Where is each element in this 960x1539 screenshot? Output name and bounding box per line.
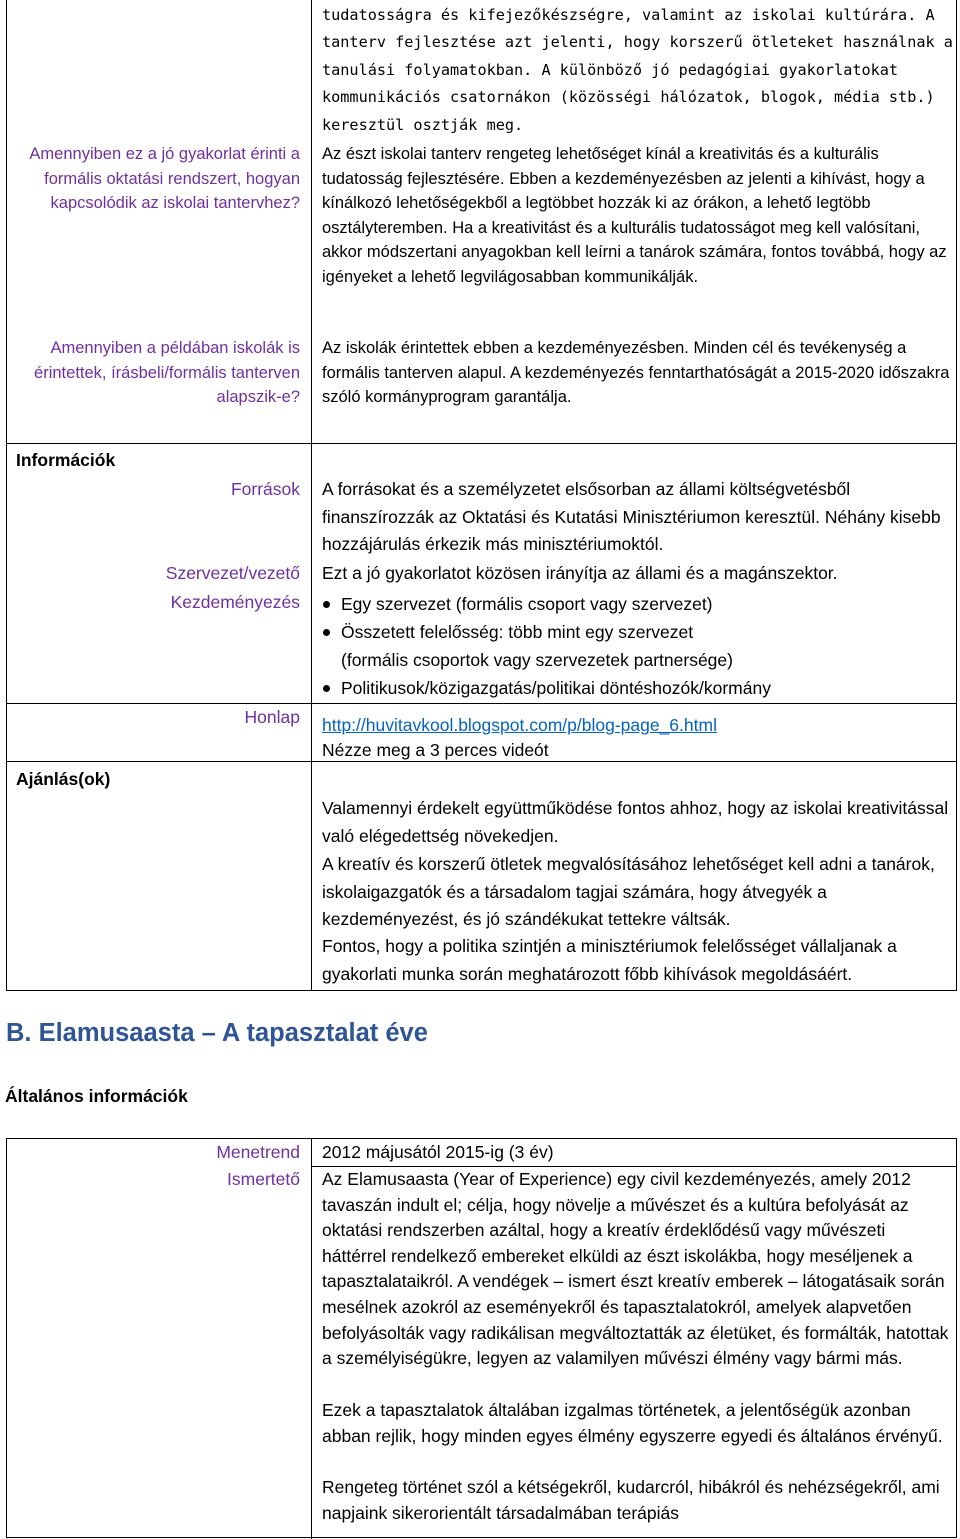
recommendation-2: A kreatív és korszerű ötletek megvalósításához lehetőséget kell adni a tanárok, iskolaigazgatók és a társadalom tagjai számára, hogy átvegyék a kezdeményezést, és jó szándékukat tettekre váltsák. xyxy=(322,854,935,930)
homepage-label: Honlap xyxy=(244,707,300,727)
information-heading: Információk xyxy=(16,450,116,470)
homepage-cell xyxy=(322,712,954,740)
general-info-heading: Általános információk xyxy=(5,1086,188,1106)
description-label: Ismertető xyxy=(227,1169,300,1189)
initiative-label: Kezdeményezés xyxy=(170,592,300,612)
initiative-list xyxy=(322,590,954,702)
schedule-text: 2012 májusától 2015-ig (3 év) xyxy=(322,1142,554,1162)
initiative-item: Egy szervezet (formális csoport vagy szervezet) xyxy=(322,590,954,618)
recommendation-1: Valamennyi érdekelt együttműködése fontos ahhoz, hogy az iskolai kreativitással való elégedettség növekedjen. xyxy=(322,798,949,846)
description-paragraph-2: Ezek a tapasztalatok általában izgalmas történetek, a jelentőségük azonban abban rejlik, hogy minden egyes élmény egyszerre egyedi és általános érvényű. xyxy=(322,1400,943,1446)
sources-label: Források xyxy=(230,479,300,499)
formal-curriculum-text: Az észt iskolai tanterv rengeteg lehetőséget kínál a kreativitás és a kulturális tudatosság fejlesztésére. Ebben a kezdeményezésben az jelenti a kihívást, hogy a kínálkozó lehetőségekből a legtöbbet hozzák ki az órákon, a lehető legtöbb osztályteremben. Ha a kreativitást és a kulturális tudatosságot meg kell valósítani, akkor módszertani anyagokban kell leírni a tanárok számára, fontos továbbá, hogy az igényeket a lehető legvilágosabban kommunikálják. xyxy=(322,145,947,286)
organisation-text: Ezt a jó gyakorlatot közösen irányítja az állami és a magánszektor. xyxy=(322,563,838,583)
schedule-label: Menetrend xyxy=(216,1142,300,1162)
initiative-item: Összetett felelősség: több mint egy szervezet xyxy=(322,618,954,646)
homepage-link[interactable]: http://huvitavkool.blogspot.com/p/blog-page_6.html xyxy=(322,715,717,735)
initiative-item: Politikusok/közigazgatás/politikai döntéshozók/kormány xyxy=(322,674,954,702)
intro-text: tudatosságra és kifejezőkészségre, valamint az iskolai kultúrára. A tanterv fejlesztése azt jelenti, hogy korszerű ötleteket használnak a tanulási folyamatokban. A különböző jó pedagógiai gyakorlatokat kommunikációs csatornákon (közösségi hálózatok, blogok, média stb.) keresztül osztják meg. xyxy=(322,6,953,134)
homepage-note: Nézze meg a 3 perces videót xyxy=(322,740,549,760)
recommendations-heading: Ajánlás(ok) xyxy=(16,769,111,789)
initiative-item-continuation: (formális csoportok vagy szervezetek partnersége) xyxy=(341,650,733,670)
table-1-row-divider xyxy=(6,443,957,444)
table-2-column-divider xyxy=(311,1139,312,1539)
section-b-title: B. Elamusaasta – A tapasztalat éve xyxy=(6,1019,428,1047)
schools-curriculum-label: Amennyiben a példában iskolák is érintettek, írásbeli/formális tanterven alapszik-e? xyxy=(34,339,300,406)
table-1-column-divider xyxy=(311,0,312,990)
sources-text: A forrásokat és a személyzetet elsősorban az állami költségvetésből finanszírozzák az Oktatási és Kutatási Minisztériumon keresztül. Néhány kisebb hozzájárulás érkezik más minisztériumoktól. xyxy=(322,479,941,555)
formal-curriculum-label: Amennyiben ez a jó gyakorlat érinti a formális oktatási rendszert, hogyan kapcsolódik az iskolai tantervhez? xyxy=(29,145,300,212)
description-paragraph-3: Rengeteg történet szól a kétségekről, kudarcról, hibákról és nehézségekről, ami napjaink sikerorientált társadalmában terápiás xyxy=(322,1477,940,1523)
schools-curriculum-text: Az iskolák érintettek ebben a kezdeményezésben. Minden cél és tevékenység a formális tanterven alapul. A kezdeményezés fenntarthatóságát a 2015-2020 időszakra szóló kormányprogram garantálja. xyxy=(322,339,950,406)
description-paragraph-1: Az Elamusaasta (Year of Experience) egy civil kezdeményezés, amely 2012 tavaszán indult el; célja, hogy növelje a művészet és a kultúra befolyását az oktatási rendszerben azáltal, hogy a kreatív érdeklődésű vagy művészeti háttérrel rendelkező embereket elküldi az észt iskolákba, hogy meséljenek a tapasztalataikról. A vendégek – ismert észt kreatív emberek – látogatásaik során mesélnek azokról az eseményekről és tapasztalatokról, amelyek alapvetően befolyásolták vagy radikálisan megváltoztatták az életüket, és formálták, hatottak a személyiségükre, legyen az valamilyen művészi élmény vagy bármi más. xyxy=(322,1169,949,1369)
recommendation-3: Fontos, hogy a politika szintjén a minisztériumok felelősséget vállaljanak a gyakorlati munka során meghatározott főbb kihívások megoldásáért. xyxy=(322,936,897,984)
organisation-label: Szervezet/vezető xyxy=(165,563,300,583)
